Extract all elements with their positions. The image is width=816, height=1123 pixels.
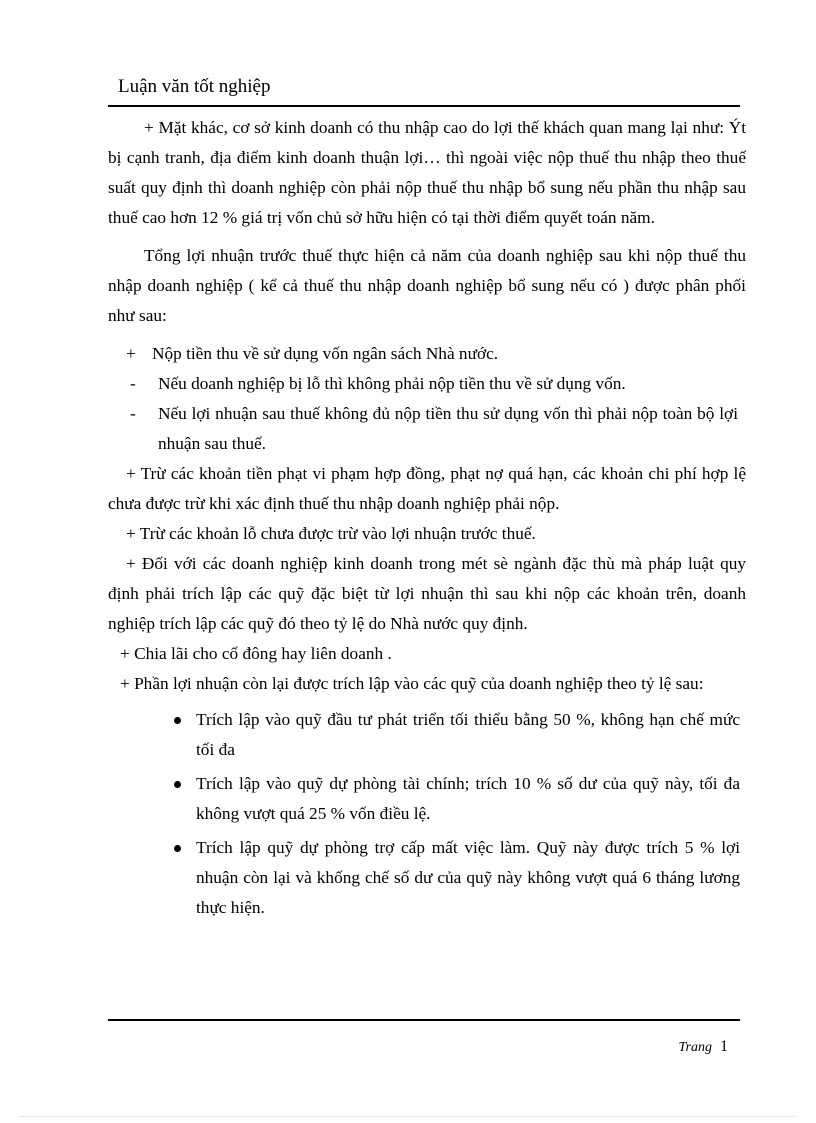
footer-label: Trang xyxy=(678,1040,712,1055)
document-header-title: Luận văn tốt nghiệp xyxy=(118,76,271,97)
plus-marker: + xyxy=(126,344,136,363)
list-item-text: Nếu lợi nhuận sau thuế không đủ nộp tiền thu sử dụng vốn thì phải nộp toàn bộ lợi nhuận sau thuế. xyxy=(158,404,738,453)
bullet-item xyxy=(170,833,746,923)
bullet-text: Trích lập vào quỹ dự phòng tài chính; trích 10 % số dư của quỹ này, tối đa không vượt quá 25 % vốn điều lệ. xyxy=(196,774,740,823)
page-number: 1 xyxy=(720,1038,728,1055)
bullet-text: Trích lập quỹ dự phòng trợ cấp mất việc làm. Quỹ này được trích 5 % lợi nhuận còn lại và khống chế số dư của quỹ này không vượt quá 6 tháng lương thực hiện. xyxy=(196,838,740,917)
dash-marker: - xyxy=(130,374,136,393)
paragraph-3: + Trừ các khoản tiền phạt vi phạm hợp đồng, phạt nợ quá hạn, các khoản chi phí hợp lệ chưa được trừ khi xác định thuế thu nhập doanh nghiệp phải nộp. xyxy=(108,464,746,513)
bullet-list xyxy=(108,705,746,923)
bullet-icon xyxy=(170,705,196,765)
document-body xyxy=(108,113,746,927)
header-divider xyxy=(108,105,740,107)
list-item-plus xyxy=(108,339,746,369)
bullet-item xyxy=(170,769,746,829)
list-item-text: Nộp tiền thu về sử dụng vốn ngân sách Nhà nước. xyxy=(152,344,499,363)
paragraph-5: + Đối với các doanh nghiệp kinh doanh trong mét sè ngành đặc thù mà pháp luật quy định phải trích lập các quỹ đặc biệt từ lợi nhuận thì sau khi nộp các khoản trên, doanh nghiệp trích lập các quỹ đó theo tỷ lệ do Nhà nước quy định. xyxy=(108,554,746,633)
paragraph-1: + Mặt khác, cơ sở kinh doanh có thu nhập cao do lợi thế khách quan mang lại như: Ýt bị cạnh tranh, địa điểm kinh doanh thuận lợi… thì ngoài việc nộp thuế thu nhập theo thuế suất quy định thì doanh nghiệp còn phải nộp thuế thu nhập bổ sung nếu phần thu nhập sau thuế cao hơn 12 % giá trị vốn chủ sở hữu hiện có tại thời điểm quyết toán năm. xyxy=(108,118,746,227)
paragraph-2: Tổng lợi nhuận trước thuế thực hiện cả năm của doanh nghiệp sau khi nộp thuế thu nhập doanh nghiệp ( kể cả thuế thu nhập doanh nghiệp bổ sung nếu có ) được phân phối như sau: xyxy=(108,246,746,325)
bullet-icon xyxy=(170,769,196,829)
bullet-item xyxy=(170,705,746,765)
paragraph-7: + Phần lợi nhuận còn lại được trích lập vào các quỹ của doanh nghiệp theo tỷ lệ sau: xyxy=(120,674,704,693)
list-item-text: Nếu doanh nghiệp bị lỗ thì không phải nộp tiền thu về sử dụng vốn. xyxy=(158,374,626,393)
list-item-dash-1 xyxy=(108,369,746,399)
bullet-text: Trích lập vào quỹ đầu tư phát triển tối thiểu bằng 50 %, không hạn chế mức tối đa xyxy=(196,710,740,759)
page-footer xyxy=(679,1038,728,1056)
dash-marker: - xyxy=(130,404,136,423)
paragraph-6: + Chia lãi cho cổ đông hay liên doanh . xyxy=(120,644,392,663)
list-item-dash-2 xyxy=(108,399,746,459)
footer-divider xyxy=(108,1019,740,1021)
paragraph-4: + Trừ các khoản lỗ chưa được trừ vào lợi nhuận trước thuế. xyxy=(126,524,536,543)
page-edge xyxy=(20,1116,796,1117)
bullet-icon xyxy=(170,833,196,923)
